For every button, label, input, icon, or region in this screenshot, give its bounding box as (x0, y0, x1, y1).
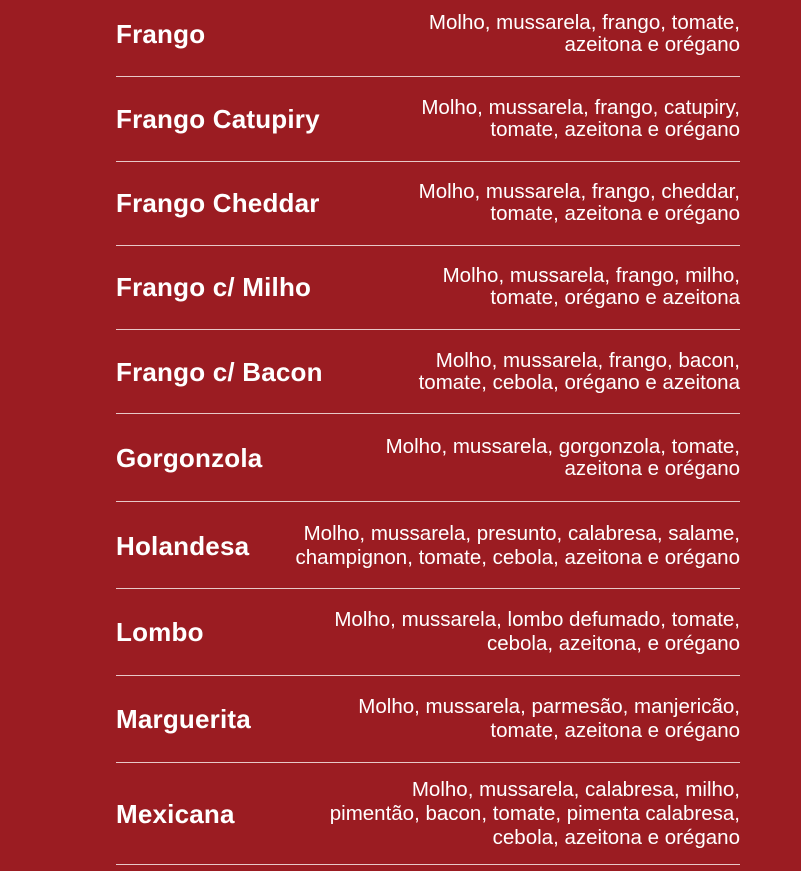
pizza-description: Molho, mussarela, frango, milho, tomate, orégano e azeitona (442, 264, 740, 309)
pizza-name: Frango (116, 18, 206, 49)
menu-item-mexicana (116, 775, 740, 853)
divider (116, 864, 740, 865)
divider (116, 161, 740, 162)
menu-item-gorgonzola (116, 432, 740, 484)
divider (116, 329, 740, 330)
pizza-name: Lombo (116, 616, 204, 647)
pizza-description: Molho, mussarela, lombo defumado, tomate, cebola, azeitona, e orégano (334, 608, 740, 655)
pizza-description: Molho, mussarela, parmesão, manjericão, tomate, azeitona e orégano (358, 695, 740, 742)
pizza-description: Molho, mussarela, gorgonzola, tomate, azeitona e orégano (385, 435, 740, 480)
pizza-name: Frango c/ Milho (116, 271, 312, 302)
pizza-name: Mexicana (116, 798, 235, 829)
pizza-name: Frango Cheddar (116, 187, 320, 218)
menu-item-frango-milho (116, 261, 740, 313)
menu-item-frango-bacon (116, 346, 740, 398)
menu-item-frango (116, 8, 740, 60)
pizza-name: Frango c/ Bacon (116, 356, 323, 387)
menu-item-frango-catupiry (116, 93, 740, 145)
pizza-description: Molho, mussarela, frango, tomate, azeitona e orégano (428, 11, 740, 56)
divider (116, 245, 740, 246)
divider (116, 588, 740, 589)
pizza-name: Marguerita (116, 703, 251, 734)
pizza-description: Molho, mussarela, presunto, calabresa, salame, champignon, tomate, cebola, azeitona e orégano (295, 522, 740, 569)
divider (116, 413, 740, 414)
menu-item-marguerita (116, 691, 740, 747)
pizza-description: Molho, mussarela, frango, catupiry, tomate, azeitona e orégano (421, 96, 740, 141)
divider (116, 501, 740, 502)
pizza-description: Molho, mussarela, frango, bacon, tomate, cebola, orégano e azeitona (418, 349, 740, 394)
menu-item-holandesa (116, 518, 740, 574)
menu-item-lombo (116, 604, 740, 660)
divider (116, 675, 740, 676)
pizza-name: Holandesa (116, 530, 250, 561)
pizza-name: Gorgonzola (116, 442, 263, 473)
divider (116, 76, 740, 77)
pizza-description: Molho, mussarela, calabresa, milho, pimentão, bacon, tomate, pimenta calabresa, cebola, azeitona e orégano (329, 778, 740, 849)
divider (116, 762, 740, 763)
pizza-name: Frango Catupiry (116, 103, 320, 134)
menu-item-frango-cheddar (116, 177, 740, 229)
pizza-description: Molho, mussarela, frango, cheddar, tomate, azeitona e orégano (418, 180, 740, 225)
